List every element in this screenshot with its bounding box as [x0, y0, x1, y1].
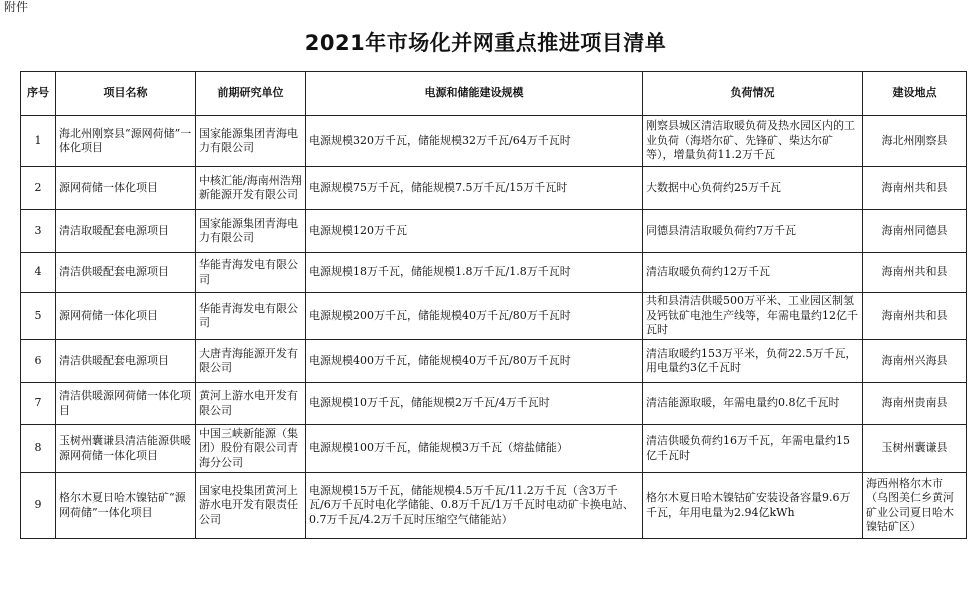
cell-name: 源网荷储一体化项目: [56, 293, 196, 340]
table-row: [21, 293, 967, 340]
table-row: [21, 340, 967, 383]
cell-scale: 电源规模18万千瓦，储能规模1.8万千瓦/1.8万千瓦时: [306, 253, 643, 293]
cell-name: 清洁供暖源网荷储一体化项目: [56, 383, 196, 425]
project-table: [20, 71, 967, 539]
cell-no: 1: [21, 116, 56, 167]
cell-name: 清洁供暖配套电源项目: [56, 253, 196, 293]
cell-scale: 电源规模10万千瓦，储能规模2万千瓦/4万千瓦时: [306, 383, 643, 425]
cell-unit: 华能青海发电有限公司: [196, 253, 306, 293]
cell-name: 源网荷储一体化项目: [56, 167, 196, 210]
cell-name: 玉树州囊谦县清洁能源供暖源网荷储一体化项目: [56, 425, 196, 473]
cell-no: 9: [21, 473, 56, 539]
cell-no: 6: [21, 340, 56, 383]
cell-load: 清洁取暖负荷约12万千瓦: [643, 253, 863, 293]
cell-scale: 电源规模75万千瓦，储能规模7.5万千瓦/15万千瓦时: [306, 167, 643, 210]
cell-unit: 黄河上游水电开发有限公司: [196, 383, 306, 425]
column-header-scale: 电源和储能建设规模: [306, 72, 643, 116]
cell-name: 格尔木夏日哈木镍钴矿“源网荷储”一体化项目: [56, 473, 196, 539]
cell-location: 海南州共和县: [863, 293, 967, 340]
cell-load: 清洁供暖负荷约16万千瓦，年需电量约15亿千瓦时: [643, 425, 863, 473]
cell-unit: 国家能源集团青海电力有限公司: [196, 210, 306, 253]
column-header-load: 负荷情况: [643, 72, 863, 116]
cell-scale: 电源规模100万千瓦，储能规模3万千瓦（熔盐储能）: [306, 425, 643, 473]
cell-load: 清洁取暖约153万平米，负荷22.5万千瓦，用电量约3亿千瓦时: [643, 340, 863, 383]
cell-load: 共和县清洁供暖500万平米、工业园区制氢及钙钛矿电池生产线等，年需电量约12亿千瓦时: [643, 293, 863, 340]
cell-location: 海南州共和县: [863, 167, 967, 210]
column-header-location: 建设地点: [863, 72, 967, 116]
cell-location: 海南州贵南县: [863, 383, 967, 425]
table-row: [21, 210, 967, 253]
cell-location: 海南州兴海县: [863, 340, 967, 383]
column-header-unit: 前期研究单位: [196, 72, 306, 116]
cell-location: 海南州同德县: [863, 210, 967, 253]
cell-load: 刚察县城区清洁取暖负荷及热水园区内的工业负荷（海塔尔矿、先锋矿、柴达尔矿等），增量负荷11.2万千瓦: [643, 116, 863, 167]
cell-no: 7: [21, 383, 56, 425]
cell-scale: 电源规模15万千瓦，储能规模4.5万千瓦/11.2万千瓦（含3万千瓦/6万千瓦时电化学储能、0.8万千瓦/1万千瓦时电动矿卡换电站、0.7万千瓦/4.2万千瓦时压缩空气储能站）: [306, 473, 643, 539]
document-title: 2021年市场化并网重点推进项目清单: [304, 31, 667, 55]
table-row: [21, 116, 967, 167]
cell-no: 2: [21, 167, 56, 210]
cell-name: 清洁供暖配套电源项目: [56, 340, 196, 383]
cell-unit: 中国三峡新能源（集团）股份有限公司青海分公司: [196, 425, 306, 473]
cell-no: 8: [21, 425, 56, 473]
table-row: [21, 253, 967, 293]
cell-location: 海西州格尔木市（乌图美仁乡黄河矿业公司夏日哈木镍钴矿区）: [863, 473, 967, 539]
cell-location: 玉树州囊谦县: [863, 425, 967, 473]
cell-no: 3: [21, 210, 56, 253]
cell-scale: 电源规模400万千瓦，储能规模40万千瓦/80万千瓦时: [306, 340, 643, 383]
cell-no: 5: [21, 293, 56, 340]
cell-location: 海北州刚察县: [863, 116, 967, 167]
cell-load: 同德县清洁取暖负荷约7万千瓦: [643, 210, 863, 253]
table-header-row: [21, 72, 967, 116]
column-header-no: 序号: [21, 72, 56, 116]
cell-load: 大数据中心负荷约25万千瓦: [643, 167, 863, 210]
cell-no: 4: [21, 253, 56, 293]
attachment-label: 附件: [4, 0, 29, 14]
table-row: [21, 383, 967, 425]
column-header-name: 项目名称: [56, 72, 196, 116]
table-row: [21, 167, 967, 210]
cell-unit: 国家能源集团青海电力有限公司: [196, 116, 306, 167]
cell-load: 清洁能源取暖，年需电量约0.8亿千瓦时: [643, 383, 863, 425]
cell-unit: 国家电投集团黄河上游水电开发有限责任公司: [196, 473, 306, 539]
cell-load: 格尔木夏日哈木镍钴矿安装设备容量9.6万千瓦，年用电量为2.94亿kWh: [643, 473, 863, 539]
cell-unit: 中核汇能/海南州浩翔新能源开发有限公司: [196, 167, 306, 210]
cell-unit: 大唐青海能源开发有限公司: [196, 340, 306, 383]
cell-location: 海南州共和县: [863, 253, 967, 293]
table-row: [21, 473, 967, 539]
cell-name: 海北州刚察县“源网荷储”一体化项目: [56, 116, 196, 167]
cell-name: 清洁取暖配套电源项目: [56, 210, 196, 253]
table-row: [21, 425, 967, 473]
cell-scale: 电源规模120万千瓦: [306, 210, 643, 253]
cell-scale: 电源规模200万千瓦，储能规模40万千瓦/80万千瓦时: [306, 293, 643, 340]
cell-scale: 电源规模320万千瓦，储能规模32万千瓦/64万千瓦时: [306, 116, 643, 167]
cell-unit: 华能青海发电有限公司: [196, 293, 306, 340]
